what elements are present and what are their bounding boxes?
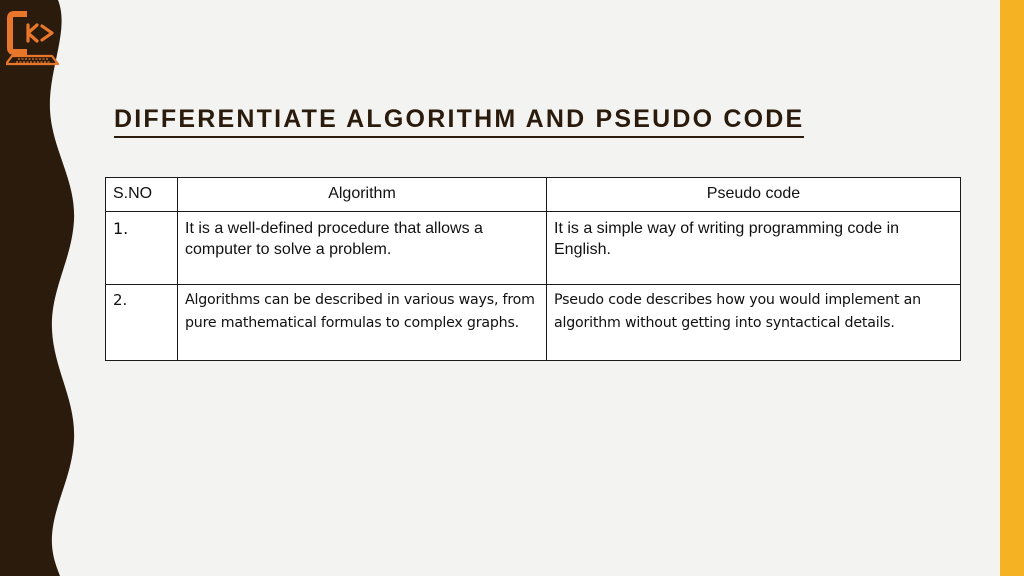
header-pseudo-code: Pseudo code: [547, 178, 961, 212]
row-algorithm: Algorithms can be described in various ways, from pure mathematical formulas to complex graphs.: [178, 285, 547, 361]
row-pseudo-code: It is a simple way of writing programming code in English.: [547, 212, 961, 285]
header-algorithm: Algorithm: [178, 178, 547, 212]
header-sno: S.NO: [106, 178, 178, 212]
row-pseudo-code: Pseudo code describes how you would implement an algorithm without getting into syntactical details.: [547, 285, 961, 361]
table-row: [106, 285, 961, 361]
row-sno: 1.: [106, 212, 178, 285]
row-sno: 2.: [106, 285, 178, 361]
slide-title: DIFFERENTIATE ALGORITHM AND PSEUDO CODE: [114, 102, 804, 138]
left-wave-decoration: [0, 0, 80, 576]
row-algorithm: It is a well-defined procedure that allows a computer to solve a problem.: [178, 212, 547, 285]
table-row: [106, 212, 961, 285]
comparison-table: [105, 177, 961, 361]
right-accent-bar: [1000, 0, 1024, 576]
ck-laptop-logo-icon: [6, 10, 62, 68]
table-header-row: [106, 178, 961, 212]
